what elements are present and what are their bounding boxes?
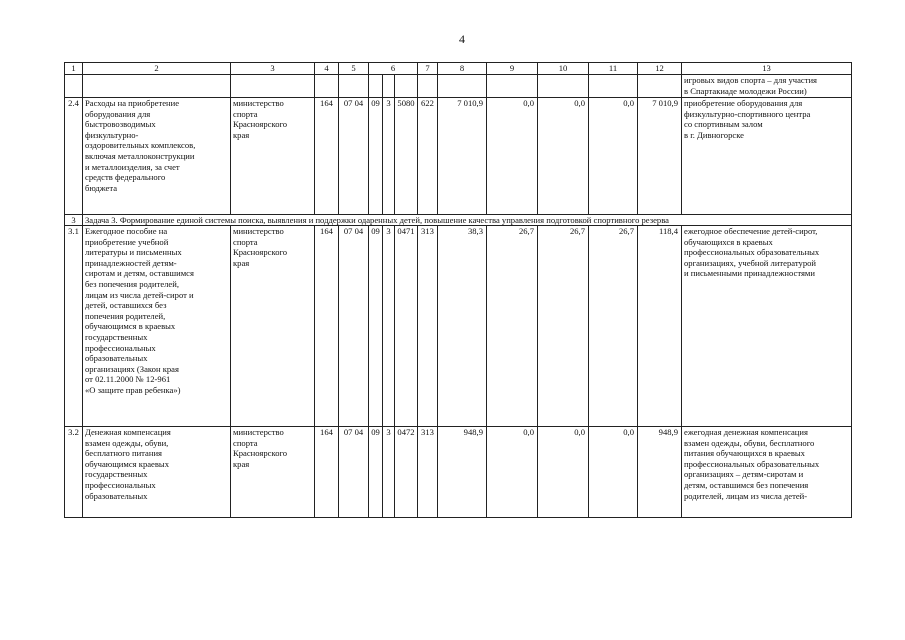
row-col-5 [339, 75, 369, 98]
row-col-10: 26,7 [538, 226, 589, 427]
row-name: Денежная компенсация взамен одежды, обуви, бесплатного питания обучающимся краевых государственных профессиональных образовательных [83, 427, 231, 518]
row-number: 3.1 [65, 226, 83, 427]
row-col-6b: 3 [383, 226, 395, 427]
row-name: Ежегодное пособие на приобретение учебной литературы и письменных принадлежностей детям- сиротам и детям, оставшимся без попечения родителей, лицам из числа детей-сирот и детей, оставшихся без попечения родителей, обучающимся в краевых государственных профессиональных образовательных организациях (Закон края от 02.11.2000 № 12-961 «О защите прав ребенка») [83, 226, 231, 427]
row-organization: министерство спорта Красноярского края [231, 427, 315, 518]
row-col-7: 622 [418, 98, 438, 215]
row-col-6a: 09 [369, 98, 383, 215]
row-col-6c: 0472 [395, 427, 418, 518]
row-col-9: 0,0 [487, 98, 538, 215]
row-col-10 [538, 75, 589, 98]
row-col-12: 7 010,9 [638, 98, 682, 215]
row-col-8: 948,9 [438, 427, 487, 518]
header-row [65, 63, 852, 75]
table-row-3-1 [65, 226, 852, 427]
header-col-10: 10 [538, 63, 589, 75]
header-col-11: 11 [589, 63, 638, 75]
row-col-9: 26,7 [487, 226, 538, 427]
row-number [65, 75, 83, 98]
row-col-7: 313 [418, 226, 438, 427]
row-number: 3.2 [65, 427, 83, 518]
header-col-9: 9 [487, 63, 538, 75]
row-col-6c [395, 75, 418, 98]
row-col-9: 0,0 [487, 427, 538, 518]
row-col-6b: 3 [383, 98, 395, 215]
row-col-4 [315, 75, 339, 98]
header-col-1: 1 [65, 63, 83, 75]
row-col-10: 0,0 [538, 427, 589, 518]
row-col-6c: 0471 [395, 226, 418, 427]
header-col-2: 2 [83, 63, 231, 75]
header-col-8: 8 [438, 63, 487, 75]
row-col-9 [487, 75, 538, 98]
row-col-4: 164 [315, 226, 339, 427]
row-col-7 [418, 75, 438, 98]
row-col-8 [438, 75, 487, 98]
row-col-11 [589, 75, 638, 98]
header-col-3: 3 [231, 63, 315, 75]
header-col-4: 4 [315, 63, 339, 75]
header-col-5: 5 [339, 63, 369, 75]
page-number: 4 [459, 32, 465, 46]
row-col-11: 0,0 [589, 427, 638, 518]
row-col-12: 118,4 [638, 226, 682, 427]
task-heading: Задача 3. Формирование единой системы поиска, выявления и поддержки одаренных детей, повышение качества управления подготовкой спортивного резерва [83, 215, 852, 226]
row-col-5: 07 04 [339, 226, 369, 427]
row-col-11: 0,0 [589, 98, 638, 215]
table-row-3-2 [65, 427, 852, 518]
row-col-8: 7 010,9 [438, 98, 487, 215]
row-col-6c: 5080 [395, 98, 418, 215]
row-result: ежегодное обеспечение детей-сирот, обучающихся в краевых профессиональных образовательных организациях, учебной литературой и письменными принадлежностями [682, 226, 852, 427]
row-col-5: 07 04 [339, 427, 369, 518]
program-activities-table [64, 62, 852, 518]
header-col-6: 6 [369, 63, 418, 75]
row-col-12 [638, 75, 682, 98]
row-number: 3 [65, 215, 83, 226]
row-col-5: 07 04 [339, 98, 369, 215]
row-result: ежегодная денежная компенсация взамен одежды, обуви, бесплатного питания обучающихся в краевых профессиональных образовательных организациях – детям-сиротам и детям, оставшимся без попечения родителей, лицам из числа детей- [682, 427, 852, 518]
row-col-6b [383, 75, 395, 98]
row-result: приобретение оборудования для физкультурно-спортивного центра со спортивным залом в г. Дивногорске [682, 98, 852, 215]
row-name: Расходы на приобретение оборудования для быстровозводимых физкультурно- оздоровительных комплексов, включая металлоконструкции и металлоизделия, за счет средств федерального бюджета [83, 98, 231, 215]
table-row-task-3 [65, 215, 852, 226]
row-organization: министерство спорта Красноярского края [231, 226, 315, 427]
row-organization: министерство спорта Красноярского края [231, 98, 315, 215]
row-col-7: 313 [418, 427, 438, 518]
header-col-7: 7 [418, 63, 438, 75]
header-col-13: 13 [682, 63, 852, 75]
row-col-6a [369, 75, 383, 98]
row-number: 2.4 [65, 98, 83, 215]
row-col-10: 0,0 [538, 98, 589, 215]
row-col-6a: 09 [369, 226, 383, 427]
row-col-11: 26,7 [589, 226, 638, 427]
row-col-6b: 3 [383, 427, 395, 518]
row-col-8: 38,3 [438, 226, 487, 427]
header-col-12: 12 [638, 63, 682, 75]
row-col-12: 948,9 [638, 427, 682, 518]
table-row-continuation [65, 75, 852, 98]
row-name [83, 75, 231, 98]
row-col-4: 164 [315, 427, 339, 518]
row-result: игровых видов спорта – для участия в Спартакиаде молодежи России) [682, 75, 852, 98]
row-col-4: 164 [315, 98, 339, 215]
row-organization [231, 75, 315, 98]
row-col-6a: 09 [369, 427, 383, 518]
table-row-2-4 [65, 98, 852, 215]
